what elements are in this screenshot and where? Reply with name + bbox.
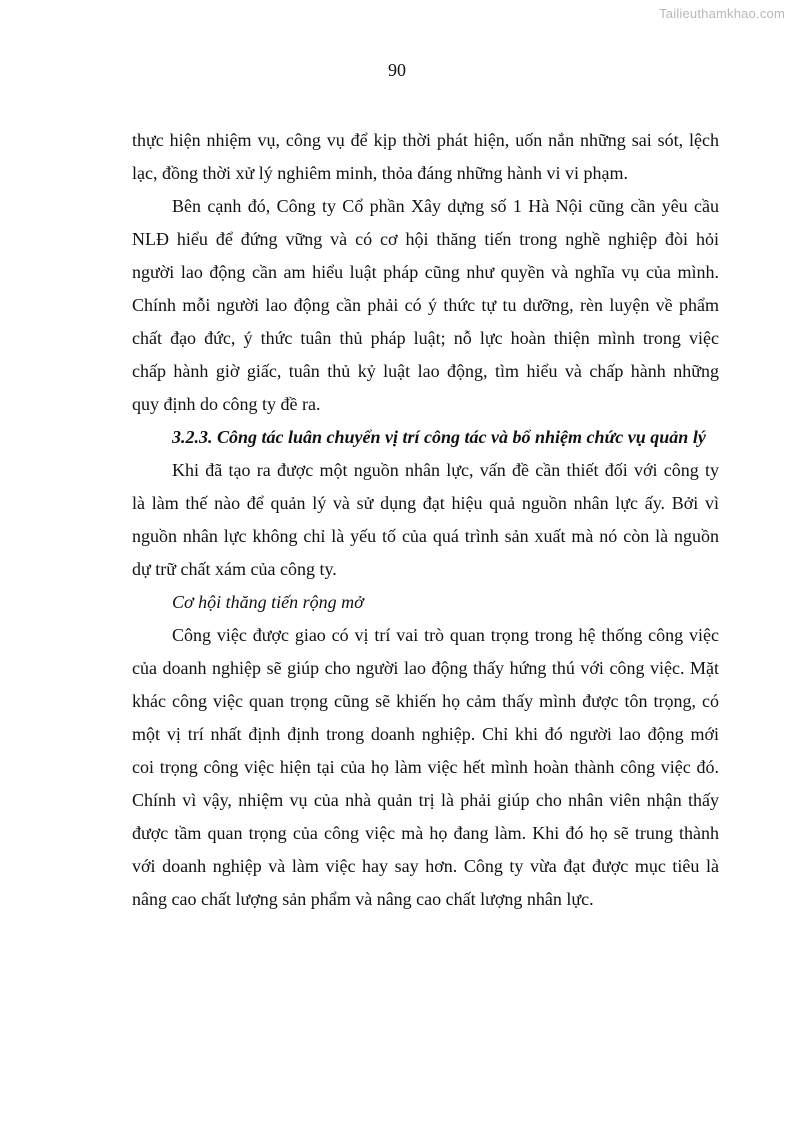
text-line: một vị trí nhất định định trong doanh nghiệp. Chỉ khi đó người lao động mới	[132, 724, 719, 744]
text-line: khác công việc quan trọng cũng sẽ khiến họ cảm thấy mình được tôn trọng, có	[132, 691, 719, 711]
text-line: của doanh nghiệp sẽ giúp cho người lao động thấy hứng thú với công việc. Mặt	[132, 658, 719, 678]
subsection-heading: Cơ hội thăng tiến rộng mở	[172, 592, 364, 612]
page-number: 90	[388, 60, 406, 80]
text-line: lạc, đồng thời xử lý nghiêm minh, thỏa đáng những hành vi vi phạm.	[132, 163, 628, 183]
text-line: coi trọng công việc hiện tại của họ làm việc hết mình hoàn thành công việc đó.	[132, 757, 719, 777]
text-line: Bên cạnh đó, Công ty Cổ phần Xây dựng số 1 Hà Nội cũng cần yêu cầu	[172, 196, 719, 216]
section-heading: 3.2.3. Công tác luân chuyển vị trí công tác và bổ nhiệm chức vụ quản lý	[172, 427, 706, 447]
text-line: Khi đã tạo ra được một nguồn nhân lực, vấn đề cần thiết đối với công ty	[172, 460, 719, 480]
text-line: với doanh nghiệp và làm việc hay say hơn. Công ty vừa đạt được mục tiêu là	[132, 856, 719, 876]
text-line: Chính mỗi người lao động cần phải có ý thức tự tu dưỡng, rèn luyện về phẩm	[132, 295, 719, 315]
text-line: thực hiện nhiệm vụ, công vụ để kịp thời phát hiện, uốn nắn những sai sót, lệch	[132, 130, 719, 150]
document-body	[132, 124, 719, 916]
text-line: Chính vì vậy, nhiệm vụ của nhà quản trị là phải giúp cho nhân viên nhận thấy	[132, 790, 719, 810]
text-line: Công việc được giao có vị trí vai trò quan trọng trong hệ thống công việc	[172, 625, 719, 645]
text-line: dự trữ chất xám của công ty.	[132, 559, 337, 579]
text-line: NLĐ hiểu để đứng vững và có cơ hội thăng tiến trong nghề nghiệp đòi hỏi	[132, 229, 719, 249]
text-line: quy định do công ty đề ra.	[132, 394, 321, 414]
paragraph-promotion-opportunity	[132, 619, 719, 916]
text-line: được tầm quan trọng của công việc mà họ đang làm. Khi đó họ sẽ trung thành	[132, 823, 719, 843]
text-line: người lao động cần am hiểu luật pháp cũng như quyền và nghĩa vụ của mình.	[132, 262, 719, 282]
paragraph-resource-management	[132, 454, 719, 586]
text-line: nâng cao chất lượng sản phẩm và nâng cao chất lượng nhân lực.	[132, 889, 594, 909]
text-line: chấp hành giờ giấc, tuân thủ kỷ luật lao động, tìm hiểu và chấp hành những	[132, 361, 719, 381]
text-line: nguồn nhân lực không chỉ là yếu tố của quá trình sản xuất mà nó còn là nguồn	[132, 526, 719, 546]
paragraph-continuation	[132, 124, 719, 190]
paragraph-employee-awareness	[132, 190, 719, 421]
text-line: là làm thế nào để quản lý và sử dụng đạt hiệu quả nguồn nhân lực ấy. Bởi vì	[132, 493, 719, 513]
text-line: chất đạo đức, ý thức tuân thủ pháp luật; nỗ lực hoàn thiện mình trong việc	[132, 328, 719, 348]
watermark-text: Tailieuthamkhao.com	[659, 6, 785, 21]
